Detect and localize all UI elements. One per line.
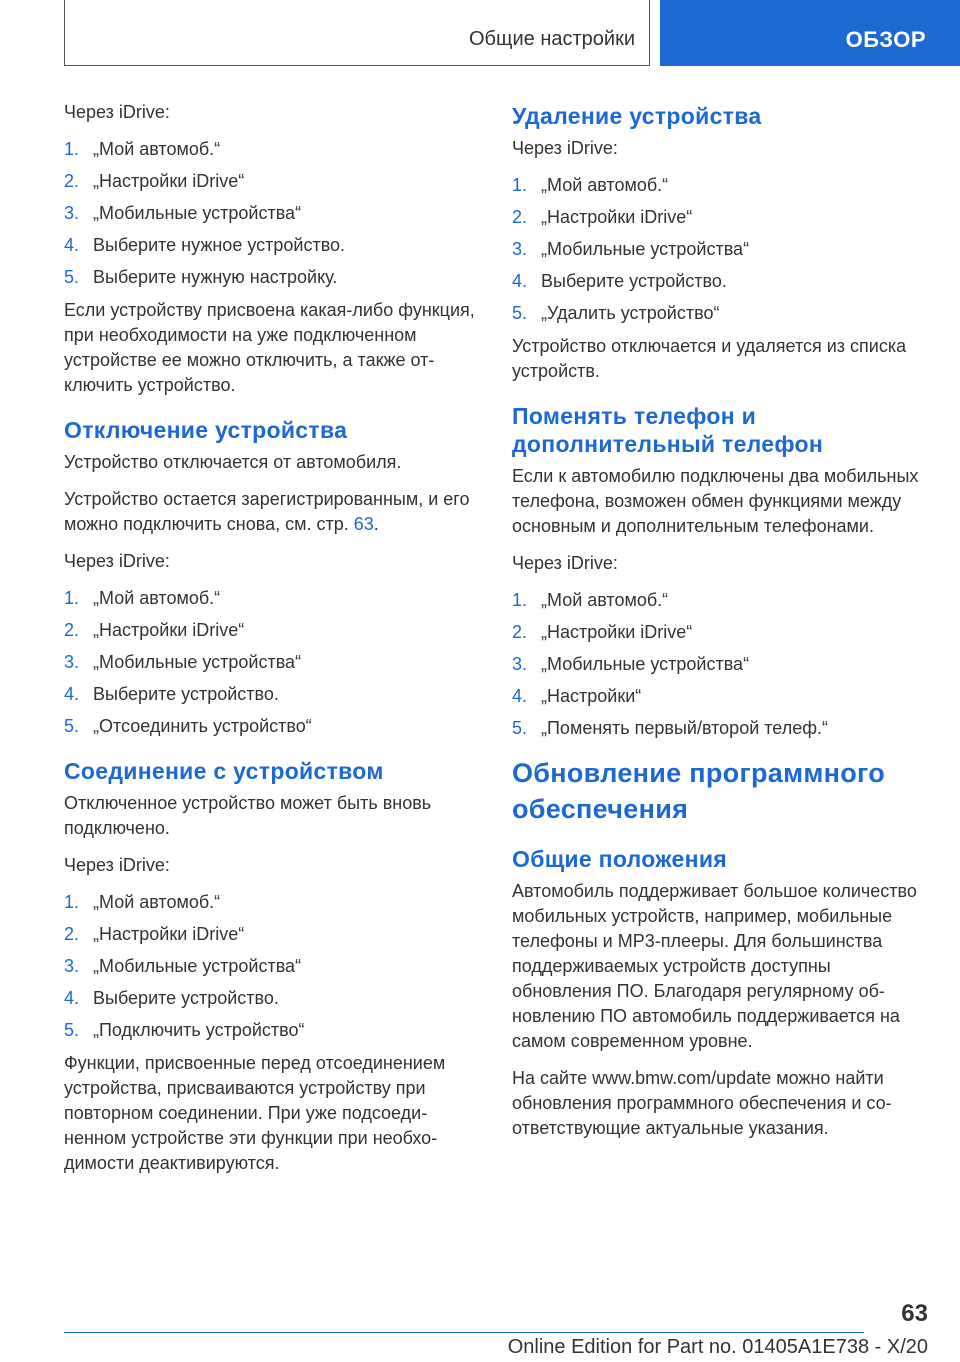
list-item: 5. Выберите нужную настройку.: [64, 267, 338, 287]
list-item: 2. „Настройки iDrive“: [512, 622, 693, 642]
list-item: 5. „Подключить устройство“: [64, 1020, 305, 1040]
page-header: [0, 0, 960, 66]
right-column: [512, 100, 928, 1153]
heading-software-update: Обновление программного обеспечения: [512, 758, 886, 824]
chapter-tab[interactable]: [660, 0, 960, 66]
list-item: 4. Выберите устройство.: [64, 684, 279, 704]
paragraph: Если устройству присвоена какая-либо функция, при необходимости на уже подключенном устройстве ее можно отключить, а также отключить устройство.: [64, 300, 475, 395]
intro-text: Через iDrive:: [512, 138, 618, 158]
left-column: [64, 100, 478, 1188]
steps-list-3: [64, 890, 478, 1043]
list-item: 3. „Мобильные устройства“: [512, 239, 750, 259]
list-item: 5. „Поменять первый/второй телеф.“: [512, 718, 829, 738]
steps-list-4: [512, 173, 928, 326]
list-item: 2. „Настройки iDrive“: [64, 171, 245, 191]
paragraph: На сайте www.bmw.com/update можно найти обновления программного обеспечения и соответствующие актуальные указания.: [512, 1068, 892, 1138]
footer-divider: [64, 1332, 864, 1333]
list-item: 4. „Настройки“: [512, 686, 642, 706]
list-item: 2. „Настройки iDrive“: [64, 924, 245, 944]
list-item: 3. „Мобильные устройства“: [512, 654, 750, 674]
list-item: 3. „Мобильные устройства“: [64, 203, 302, 223]
heading-delete: Удаление устройства: [512, 103, 762, 129]
section-title-box: [64, 0, 650, 66]
list-item: 1. „Мой автомоб.“: [64, 139, 221, 159]
intro-text: Через iDrive:: [64, 855, 170, 875]
list-item: 4. Выберите устройство.: [64, 988, 279, 1008]
steps-list-5: [512, 588, 928, 741]
list-item: 2. „Настройки iDrive“: [64, 620, 245, 640]
chapter-tab-label: ОБЗОР: [845, 27, 926, 52]
list-item: 1. „Мой автомоб.“: [512, 590, 669, 610]
section-title: Общие настройки: [469, 28, 635, 50]
list-item: 1. „Мой автомоб.“: [64, 588, 221, 608]
list-item: 3. „Мобильные устройства“: [64, 652, 302, 672]
heading-connect: Соединение с устройством: [64, 758, 384, 784]
list-item: 3. „Мобильные устройства“: [64, 956, 302, 976]
intro-text: Через iDrive:: [64, 551, 170, 571]
paragraph: Функции, присвоенные перед отсоединением устройства, присваиваются устройству при повторном соединении. При уже подсоединенном устройстве эти функции при необходимости деактивируются.: [64, 1053, 446, 1173]
paragraph: Если к автомобилю подключены два мобильных телефона, возможен обмен функциями между основным и дополнительным телефонами.: [512, 466, 919, 536]
list-item: 5. „Удалить устройство“: [512, 303, 720, 323]
list-item: 1. „Мой автомоб.“: [512, 175, 669, 195]
paragraph: Отключенное устройство может быть вновь подключено.: [64, 793, 432, 838]
heading-disconnect: Отключение устройства: [64, 417, 348, 443]
heading-swap-phone: Поменять телефон и дополнительный телефон: [512, 403, 824, 457]
paragraph: Автомобиль поддерживает большое количество мобильных устройств, например, мобильные телефоны и MP3-плееры. Для большинства поддерживаемых устройств доступны обновления ПО. Благодаря регулярному обновлению ПО автомобиль поддерживается на самом современном уровне.: [512, 881, 917, 1051]
intro-text: Через iDrive:: [64, 102, 170, 122]
list-item: 4. Выберите нужное устройство.: [64, 235, 346, 255]
paragraph: Устройство отключается и удаляется из списка устройств.: [512, 336, 907, 381]
steps-list-2: [64, 586, 478, 739]
list-item: 2. „Настройки iDrive“: [512, 207, 693, 227]
list-item: 5. „Отсоединить устройство“: [64, 716, 312, 736]
page-footer: [0, 1300, 960, 1362]
intro-text: Через iDrive:: [512, 553, 618, 573]
paragraph: Устройство остается зарегистрированным, и его можно подключить снова, см. стр. 63.: [64, 489, 470, 534]
steps-list-1: [64, 137, 478, 290]
heading-general: Общие положения: [512, 846, 727, 872]
edition-text: Online Edition for Part no. 01405A1E738 - X/20: [507, 1336, 928, 1358]
page-link[interactable]: 63: [353, 514, 374, 534]
list-item: 4. Выберите устройство.: [512, 271, 727, 291]
list-item: 1. „Мой автомоб.“: [64, 892, 221, 912]
paragraph: Устройство отключается от автомобиля.: [64, 452, 402, 472]
page-number: 63: [901, 1300, 928, 1327]
